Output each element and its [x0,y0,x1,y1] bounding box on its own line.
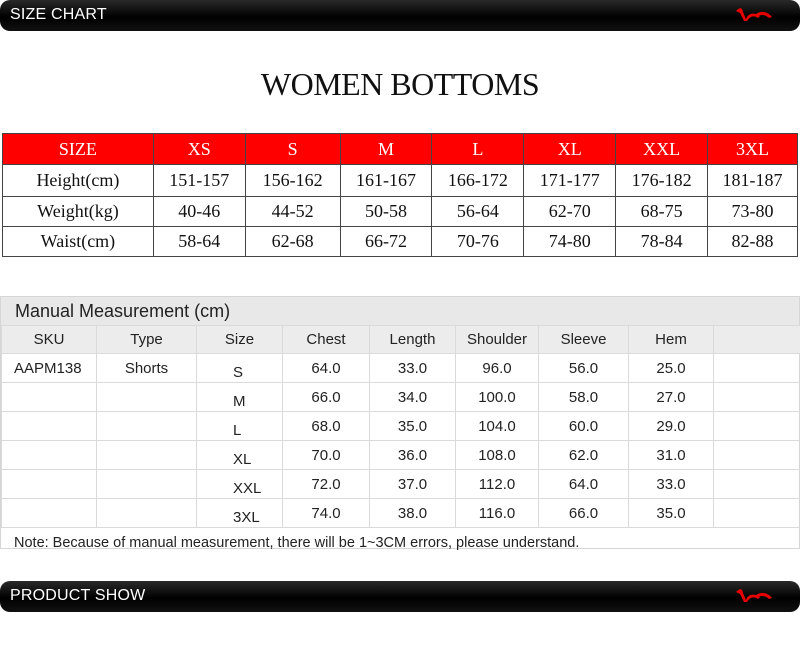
table-cell: 29.0 [629,412,714,441]
measurement-note: Note: Because of manual measurement, there will be 1~3CM errors, please understand. [14,535,580,551]
table-cell: 161-167 [340,165,432,197]
column-header: Length [370,326,456,354]
table-cell: 74-80 [524,227,616,257]
table-cell: 66.0 [283,383,370,412]
manual-measurement-panel [0,296,800,549]
table-cell: 27.0 [629,383,714,412]
column-header: Hem [629,326,714,354]
table-row [3,165,798,197]
table-cell: 40-46 [153,197,245,227]
table-cell: 64.0 [283,354,370,383]
column-header: Sleeve [539,326,629,354]
table-cell: 34.0 [370,383,456,412]
column-header: Chest [283,326,370,354]
column-header: Shoulder [456,326,539,354]
manual-measurement-title: Manual Measurement (cm) [1,297,799,325]
empty-cell [714,499,800,528]
table-cell: 70.0 [283,441,370,470]
table-cell: 156-162 [245,165,340,197]
empty-cell [97,499,197,528]
table-cell: 74.0 [283,499,370,528]
size-header-cell: S [245,134,340,165]
table-cell: 66.0 [539,499,629,528]
table-cell: 112.0 [456,470,539,499]
empty-cell [97,412,197,441]
empty-cell [714,470,800,499]
size-chart-header-bar [0,0,800,31]
table-cell: 58-64 [153,227,245,257]
size-header-row [3,134,798,165]
table-cell: 171-177 [524,165,616,197]
brand-logo-icon [734,587,774,605]
table-cell: 181-187 [708,165,798,197]
sku-cell: AAPM138 [2,354,97,383]
table-cell: 62.0 [539,441,629,470]
table-cell: 166-172 [432,165,524,197]
table-row [3,197,798,227]
table-cell: 66-72 [340,227,432,257]
table-row [2,354,800,383]
empty-cell [97,470,197,499]
table-cell: 56-64 [432,197,524,227]
table-cell: 62-70 [524,197,616,227]
empty-cell [2,470,97,499]
column-header: Type [97,326,197,354]
table-cell: 44-52 [245,197,340,227]
column-header-empty [714,326,800,354]
table-cell: 82-88 [708,227,798,257]
table-row [2,499,800,528]
table-cell: 38.0 [370,499,456,528]
table-cell: 50-58 [340,197,432,227]
column-header: SKU [2,326,97,354]
table-row [3,227,798,257]
table-cell: 62-68 [245,227,340,257]
table-cell: 33.0 [629,470,714,499]
row-label: Weight(kg) [3,197,154,227]
size-cell: XL [197,441,283,470]
table-cell: 35.0 [629,499,714,528]
size-header-cell: M [340,134,432,165]
size-header-cell: XS [153,134,245,165]
table-cell: 70-76 [432,227,524,257]
table-cell: 73-80 [708,197,798,227]
table-cell: 58.0 [539,383,629,412]
table-cell: 78-84 [616,227,708,257]
size-chart-table [2,133,798,257]
empty-cell [714,441,800,470]
table-cell: 36.0 [370,441,456,470]
table-cell: 151-157 [153,165,245,197]
empty-cell [714,412,800,441]
size-header-cell: XL [524,134,616,165]
table-cell: 176-182 [616,165,708,197]
table-cell: 104.0 [456,412,539,441]
size-header-label: SIZE [3,134,154,165]
table-cell: 64.0 [539,470,629,499]
table-row [2,470,800,499]
table-cell: 25.0 [629,354,714,383]
empty-cell [2,499,97,528]
empty-cell [97,383,197,412]
empty-cell [714,354,800,383]
table-cell: 108.0 [456,441,539,470]
empty-cell [714,383,800,412]
table-cell: 100.0 [456,383,539,412]
table-cell: 56.0 [539,354,629,383]
table-cell: 31.0 [629,441,714,470]
manual-measurement-table [1,325,800,528]
type-cell: Shorts [97,354,197,383]
table-cell: 116.0 [456,499,539,528]
row-label: Height(cm) [3,165,154,197]
empty-cell [2,441,97,470]
manual-header-row [2,326,800,354]
size-header-cell: L [432,134,524,165]
table-cell: 37.0 [370,470,456,499]
empty-cell [97,441,197,470]
size-cell: 3XL [197,499,283,528]
table-row [2,383,800,412]
table-cell: 96.0 [456,354,539,383]
table-cell: 72.0 [283,470,370,499]
size-chart-heading: SIZE CHART [10,6,107,23]
product-show-header-bar [0,581,800,612]
table-cell: 68-75 [616,197,708,227]
size-cell: L [197,412,283,441]
size-cell: XXL [197,470,283,499]
table-cell: 35.0 [370,412,456,441]
table-cell: 60.0 [539,412,629,441]
page-title: WOMEN BOTTOMS [260,66,540,102]
size-header-cell: XXL [616,134,708,165]
table-cell: 68.0 [283,412,370,441]
size-cell: M [197,383,283,412]
product-show-heading: PRODUCT SHOW [10,587,146,604]
table-row [2,441,800,470]
size-header-cell: 3XL [708,134,798,165]
empty-cell [2,383,97,412]
size-cell: S [197,354,283,383]
brand-logo-icon [734,6,774,24]
table-cell: 33.0 [370,354,456,383]
column-header: Size [197,326,283,354]
row-label: Waist(cm) [3,227,154,257]
table-row [2,412,800,441]
empty-cell [2,412,97,441]
